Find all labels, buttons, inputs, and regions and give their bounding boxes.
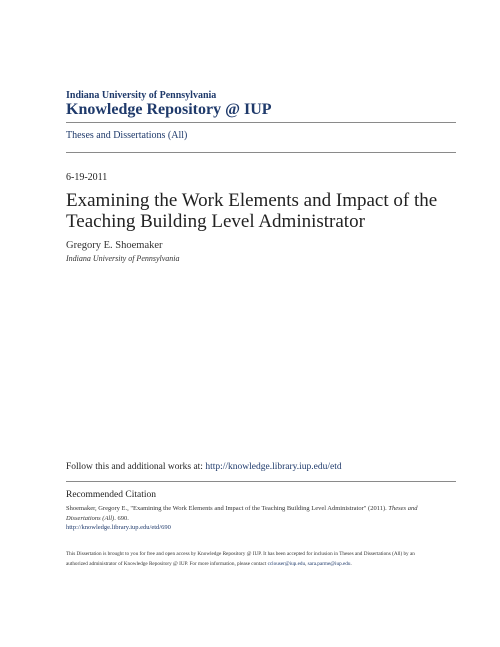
access-notice <box>66 549 438 569</box>
citation-link[interactable]: http://knowledge.library.iup.edu/etd/690 <box>66 524 171 531</box>
notice-end: . <box>350 561 352 567</box>
author-affiliation: Indiana University of Pennsylvania <box>66 254 180 263</box>
follow-prefix: Follow this and additional works at: <box>66 462 206 472</box>
citation-text: Shoemaker, Gregory E., "Examining the Work Elements and Impact of the Teaching Building Level Administrator" (2011). <box>66 505 389 512</box>
follow-link[interactable]: http://knowledge.library.iup.edu/etd <box>205 462 342 472</box>
publication-date: 6-19-2011 <box>66 172 108 183</box>
document-title: Examining the Work Elements and Impact of the Teaching Building Level Administrator <box>66 190 438 232</box>
citation-block <box>66 504 438 533</box>
citation-heading: Recommended Citation <box>66 490 156 500</box>
collection-divider <box>66 152 456 153</box>
contact-email-1[interactable]: cclouser@iup.edu <box>267 561 306 567</box>
follow-line <box>66 462 342 472</box>
citation-series: Theses and Dissertations (All) <box>66 505 418 522</box>
collection-link[interactable]: Theses and Dissertations (All) <box>66 130 188 141</box>
notice-text: This Dissertation is brought to you for free and open access by Knowledge Repository @ IUP. It has been accepted for inclusion in Theses and Dissertations (All) by an authorized administrator of Knowledge Repository @ IUP. For more information, please contact <box>66 551 415 567</box>
header-divider <box>66 122 456 123</box>
author-name: Gregory E. Shoemaker <box>66 240 163 251</box>
citation-text-line <box>66 504 438 523</box>
citation-number: . 690. <box>114 514 129 522</box>
citation-divider <box>66 481 456 482</box>
notice-separator: , <box>305 561 308 567</box>
institution-name: Indiana University of Pennsylvania <box>66 90 217 101</box>
repository-name[interactable]: Knowledge Repository @ IUP <box>66 101 272 118</box>
contact-email-2[interactable]: sara.parme@iup.edu <box>307 561 351 567</box>
